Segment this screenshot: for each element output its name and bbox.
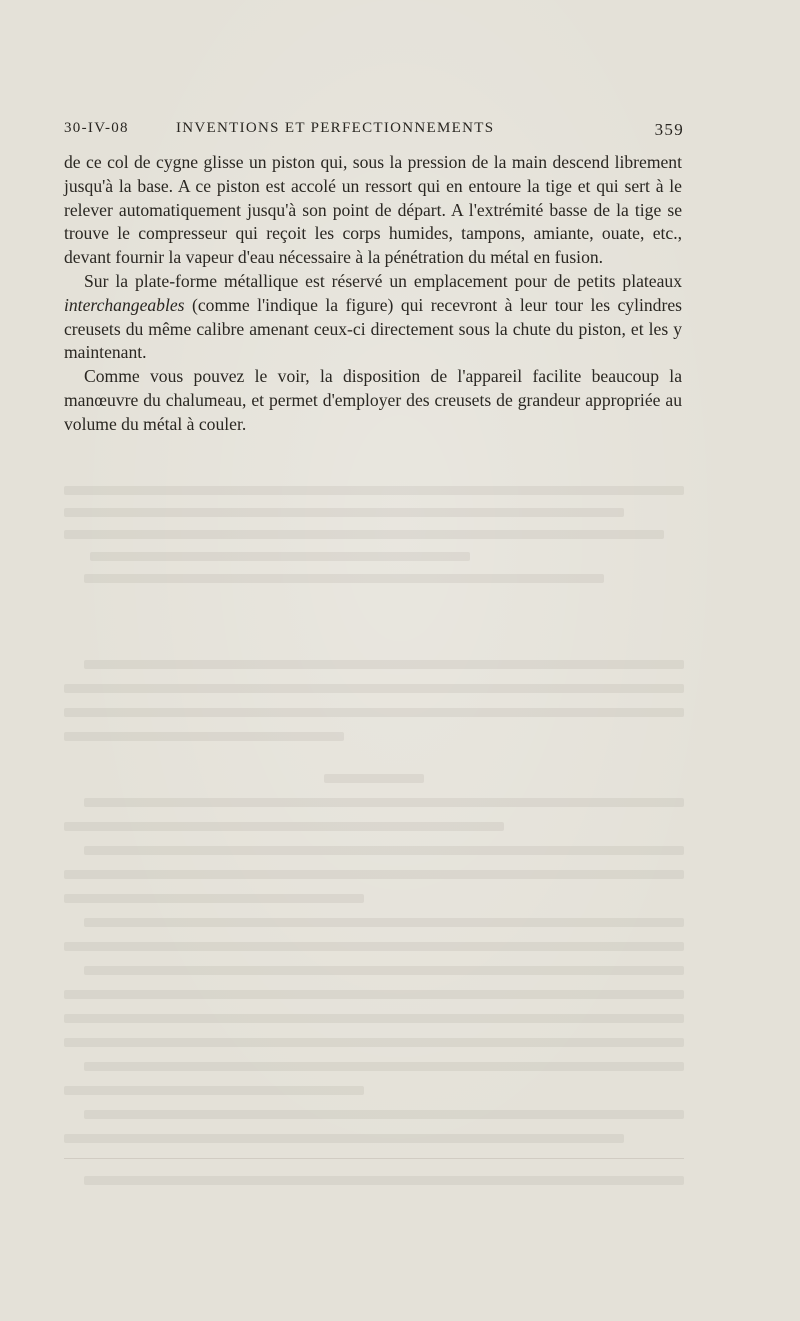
running-header	[64, 120, 684, 144]
paragraph-2	[64, 270, 682, 365]
body-text	[64, 151, 682, 437]
header-date: 30-IV-08	[64, 120, 129, 136]
paragraph-2-text-start: Sur la plate-forme métallique est réservé un emplacement pour de petits plateaux	[84, 270, 682, 291]
paragraph-3	[64, 365, 682, 436]
header-title: INVENTIONS ET PERFECTIONNEMENTS	[176, 120, 495, 136]
paragraph-2-italic: interchangeables	[64, 294, 185, 315]
paragraph-1	[64, 151, 682, 270]
page-number: 359	[654, 120, 684, 139]
paragraph-3-text: Comme vous pouvez le voir, la disposition de l'appareil facilite beaucoup la manœuvre du chalumeau, et permet d'employer des creusets de grandeur appropriée au volume du métal à couler.	[64, 366, 682, 434]
paragraph-2-text-end: (comme l'indique la figure) qui recevront à leur tour les cylindres creusets du même calibre amenant ceux-ci directement sous la chute du piston, et les y maintenant.	[64, 294, 682, 363]
paragraph-1-text: de ce col de cygne glisse un piston qui, sous la pression de la main descend librement jusqu'à la base. A ce piston est accolé un ressort qui en entoure la tige et qui sert à le relever automatiquement jusqu'à son point de départ. A l'extrémité basse de la tige se trouve le compresseur qui reçoit les corps humides, tampons, amiante, ouate, etc., devant fournir la vapeur d'eau nécessaire à la pénétration du métal en fusion.	[64, 152, 682, 268]
